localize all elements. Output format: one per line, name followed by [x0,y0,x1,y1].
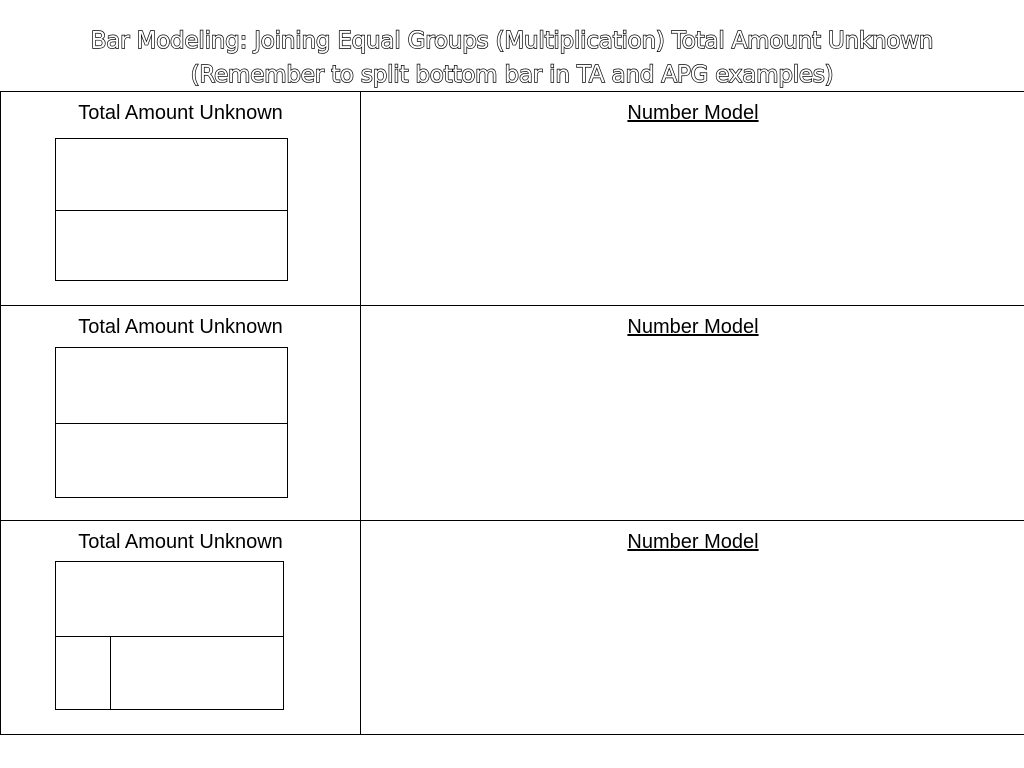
number-model-label: Number Model [627,102,759,124]
number-model-label: Number Model [627,316,759,339]
worksheet-row-2 [1,306,1024,520]
top-bar [56,139,287,211]
top-bar [56,348,287,424]
worksheet-row-1 [1,92,1024,306]
bottom-bar-split-line [110,637,111,709]
bar-model-diagram [55,138,288,281]
bottom-bar [56,211,287,280]
title-line-1: Bar Modeling: Joining Equal Groups (Multiplication) Total Amount Unknown [90,28,934,54]
bottom-bar [56,637,283,709]
bar-model-cell [1,92,361,306]
worksheet-table [0,91,1024,735]
worksheet-row-3 [1,520,1024,734]
title-line-2: (Remember to split bottom bar in TA and APG examples) [190,62,834,88]
total-amount-unknown-label: Total Amount Unknown [78,316,283,339]
total-amount-unknown-label: Total Amount Unknown [78,530,283,553]
number-model-cell [361,306,1024,520]
bar-model-cell [1,520,361,734]
number-model-cell [361,520,1024,734]
bar-model-diagram [55,347,288,498]
page-title [0,24,1024,92]
bar-model-cell [1,306,361,520]
number-model-label: Number Model [627,530,759,553]
bottom-bar [56,424,287,497]
number-model-cell [361,92,1024,306]
bar-model-diagram [55,561,284,710]
total-amount-unknown-label: Total Amount Unknown [78,102,283,124]
top-bar [56,562,283,637]
